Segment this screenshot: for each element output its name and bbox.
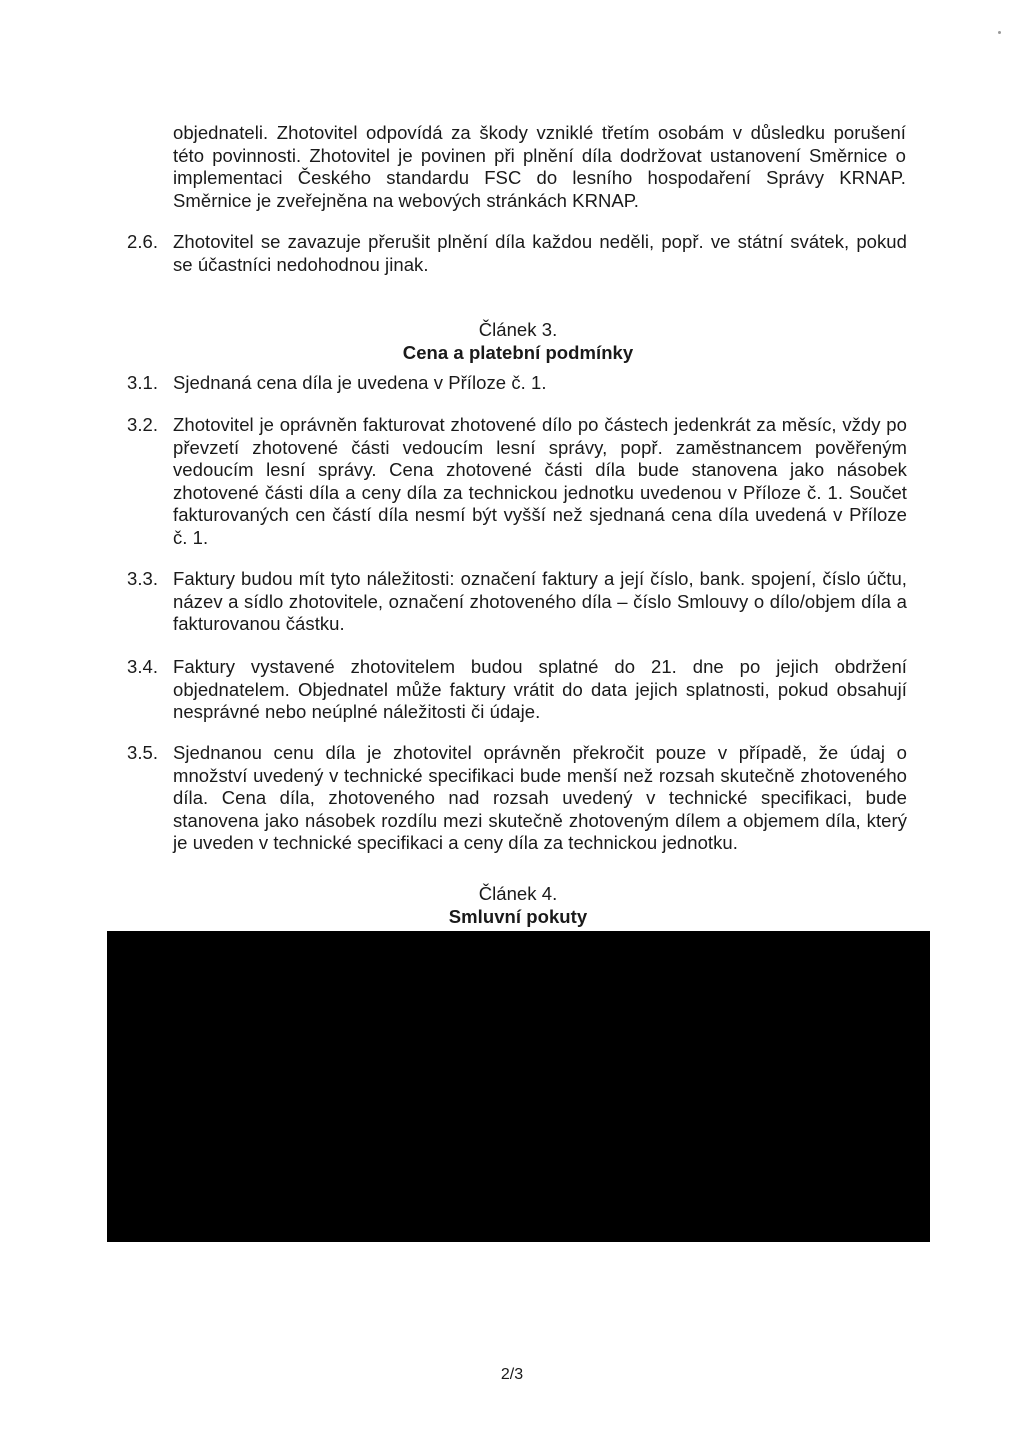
article-title: Smluvní pokuty <box>448 905 588 927</box>
paragraph-number: 3.3. <box>127 568 159 589</box>
paragraph-text: Zhotovitel je oprávněn fakturovat zhotovené dílo po částech jedenkrát za měsíc, vždy po převzetí zhotovené části vedoucím lesní správy, popř. zaměstnancem pověřeným vedoucím lesní správy. Cena zhotovené části díla bude stanovena jako násobek zhotovené části díla a ceny díla za technickou jednotku uvedenou v Příloze č. 1. Součet fakturovaných cen částí díla nesmí být vyšší než sjednaná cena díla uvedená v Příloze č. 1. <box>173 414 907 548</box>
article-label: Článek 4. <box>478 883 558 904</box>
paragraph-number: 3.5. <box>127 742 159 763</box>
paragraph-number: 3.1. <box>127 372 159 393</box>
redaction-block <box>107 931 930 1242</box>
article-title: Cena a platební podmínky <box>402 341 634 363</box>
article-label: Článek 3. <box>478 319 558 340</box>
paragraph-text: Zhotovitel se zavazuje přerušit plnění díla každou neděli, popř. ve státní svátek, pokud se účastníci nedohodnou jinak. <box>173 231 907 275</box>
paragraph-number: 3.2. <box>127 414 159 435</box>
paragraph-3-5 <box>127 742 907 855</box>
paragraph-3-4 <box>127 656 907 724</box>
page-number: 2/3 <box>500 1366 524 1383</box>
article-3-heading <box>106 319 930 364</box>
paragraph-3-3 <box>127 568 907 636</box>
paragraph-text: Sjednaná cena díla je uvedena v Příloze č. 1. <box>173 372 547 393</box>
continuation-paragraph: objednateli. Zhotovitel odpovídá za škody vzniklé třetím osobám v důsledku porušení této povinnosti. Zhotovitel je povinen při plnění díla dodržovat ustanovení Směrnice o implementaci Českého standardu FSC do lesního hospodaření Správy KRNAP. Směrnice je zveřejněna na webových stránkách KRNAP. <box>173 122 906 211</box>
scan-speck <box>998 31 1001 34</box>
paragraph-number: 3.4. <box>127 656 159 677</box>
paragraph-2-6 <box>127 231 907 276</box>
paragraph-text: Faktury vystavené zhotovitelem budou splatné do 21. dne po jejich obdržení objednatelem. Objednatel může faktury vrátit do data jejich splatnosti, pokud obsahují nesprávné nebo neúplné náležitosti či údaje. <box>173 656 907 723</box>
paragraph-text: Faktury budou mít tyto náležitosti: označení faktury a její číslo, bank. spojení, číslo účtu, název a sídlo zhotovitele, označení zhotoveného díla – číslo Smlouvy o dílo/objem díla a fakturovanou částku. <box>173 568 907 635</box>
paragraph-3-2 <box>127 414 907 550</box>
article-4-heading <box>106 883 930 928</box>
paragraph-text: Sjednanou cenu díla je zhotovitel oprávněn překročit pouze v případě, že údaj o množství uvedený v technické specifikaci bude menší než rozsah skutečně zhotoveného díla. Cena díla, zhotoveného nad rozsah uvedený v technické specifikaci, bude stanovena jako násobek rozdílu mezi skutečně zhotoveným dílem a objemem díla, který je uveden v technické specifikaci a ceny díla za technickou jednotku. <box>173 742 907 854</box>
paragraph-number: 2.6. <box>127 231 159 252</box>
paragraph-3-1 <box>127 372 907 395</box>
